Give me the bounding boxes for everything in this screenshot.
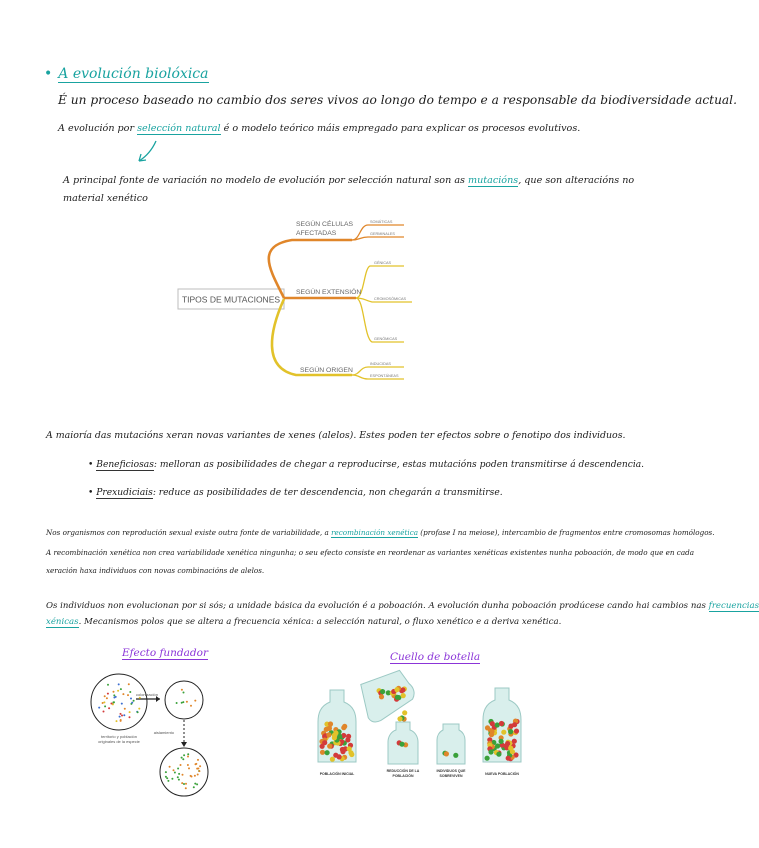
- bottle-ball: [333, 753, 338, 758]
- bottle-ball: [504, 743, 509, 748]
- bottle-ball: [379, 694, 384, 699]
- label-territory-2: originales de la especie: [98, 739, 140, 744]
- branch-origin-label: SEGÚN ORIGEN: [300, 367, 353, 374]
- highlight-xenicas: xénicas: [46, 617, 79, 627]
- bottle-ball: [346, 734, 351, 739]
- bottle-ball: [453, 753, 458, 758]
- leaf-inducidas: INDUCIDAS: [370, 362, 391, 366]
- label-survivors-1: INDIVIDUOS QUE: [436, 769, 466, 773]
- leaf-genicas: GÉNICAS: [374, 261, 392, 265]
- label-territory-1: territorio y población: [100, 734, 138, 739]
- bottle-ball: [514, 729, 519, 734]
- paragraph-population-line1: Os individuos non evolucionan por si sós; a unidade básica da evolución é a poboación. A evolución dunha poboación prodúcese cando hai cambios nas frecuencias: [46, 601, 759, 611]
- bottle-ball: [490, 721, 495, 726]
- bottle-ball: [324, 727, 329, 732]
- branch-cells-label-1: SEGÚN CÉLULAS: [296, 221, 354, 228]
- bottle-ball: [488, 749, 493, 754]
- bottle-ball: [397, 716, 402, 721]
- bottle-ball: [444, 751, 449, 756]
- leaf-cromosomicas: CROMOSÓMICAS: [374, 297, 407, 301]
- leaf-somaticas: SOMÁTICAS: [370, 220, 393, 224]
- paragraph-mutations: A principal fonte de variación no modelo de evolución por selección natural son as mutacións, que son alteracións no: [63, 175, 635, 186]
- highlight-mutacions: mutacións: [468, 175, 519, 186]
- bottle-ball: [322, 740, 327, 745]
- paragraph-natural-selection: A evolución por selección natural é o modelo teórico máis empregado para explicar os procesos evolutivos.: [58, 123, 581, 134]
- label-reduction-1: REDUCCIÓN DE LA: [386, 769, 420, 773]
- leaf-genomicas: GENÓMICAS: [374, 337, 398, 341]
- bottle-ball: [347, 746, 352, 751]
- bullet-icon: •: [44, 66, 53, 82]
- paragraph-recombination-line2: A recombinación xenética non crea variabilidade xenética ningunha; o seu efecto consiste en reordenar as variantes xenéticas existentes nunha poboación, de modo que en cada: [46, 548, 695, 557]
- bottle-ball: [506, 756, 511, 761]
- bottle-ball: [496, 752, 501, 757]
- highlight-frecuencias: frecuencias: [708, 601, 759, 611]
- bottle-ball: [330, 757, 335, 762]
- bottle-ball: [395, 695, 400, 700]
- bottle-ball: [402, 710, 407, 715]
- bottle-ball: [325, 750, 330, 755]
- label-survivors-2: SOBREVIVEN: [439, 774, 463, 778]
- label-isolation: aislamiento: [153, 730, 174, 735]
- bullet-harmful: • Prexudiciais: reduce as posibilidades de ter descendencia, non chegarán a transmitirse.: [88, 488, 503, 498]
- bottle-ball: [499, 739, 504, 744]
- bottle-ball: [394, 687, 399, 692]
- section-title: • A evolución biolóxica: [44, 66, 209, 82]
- bottle-ball: [489, 729, 494, 734]
- paragraph-alleles: A maioría das mutacións xeran novas variantes de xenes (alelos). Estes poden ter efectos sobre o fenotipo dos individuos.: [46, 430, 626, 441]
- bottle-ball: [399, 742, 404, 747]
- paragraph-recombination-line3: xeración haxa individuos con novas combinacións de alelos.: [46, 566, 265, 575]
- highlight-selection-natural: selección natural: [137, 123, 221, 134]
- bottle-ball: [508, 724, 513, 729]
- bottle-ball: [510, 749, 515, 754]
- label-new-population: NUEVA POBLACIÓN: [485, 772, 519, 776]
- paragraph-population-line2: xénicas. Mecanismos polos que se altera a frecuencia xénica: a selección natural, o fluxo xenético e a deriva xenética.: [46, 617, 562, 627]
- bottle-ball: [327, 744, 332, 749]
- branch-cells-label-2: AFECTADAS: [296, 230, 337, 237]
- paragraph-recombination-line1: Nos organismos con reprodución sexual existe outra fonte de variabilidade, a recombinación xenética (profase I na meiose), intercambio de fragmentos entre cromosomas homólogos.: [46, 528, 715, 537]
- branch-extension-label: SEGÚN EXTENSIÓN: [296, 289, 362, 296]
- bottle-ball: [320, 750, 325, 755]
- bottle-ball: [499, 721, 504, 726]
- leaf-germinales: GERMINALES: [370, 232, 395, 236]
- bottle-ball: [340, 749, 345, 754]
- bottle-ball: [328, 721, 333, 726]
- leaf-espontaneas: ESPONTÁNEAS: [370, 374, 399, 378]
- bottle-ball: [512, 739, 517, 744]
- bullet-beneficial: • Beneficiosas: melloran as posibilidades de chegar a reproducirse, estas mutacións poden transmitirse á descendencia.: [88, 460, 645, 470]
- bottle-ball: [380, 689, 385, 694]
- mindmap-center-label: TIPOS DE MUTACIONES: [181, 294, 281, 305]
- label-reduction-2: POBLACIÓN: [392, 774, 414, 778]
- bottle-ball: [332, 735, 337, 740]
- bottle-ball: [342, 724, 347, 729]
- bottle-ball: [495, 743, 500, 748]
- bottle-ball: [401, 693, 406, 698]
- paragraph-definition: É un proceso baseado no cambio dos seres vivos ao longo do tempo e a responsable da biodiversidade actual.: [58, 93, 737, 107]
- bottle-tilted: [360, 669, 417, 723]
- founder-effect-title: Efecto fundador: [122, 647, 208, 659]
- bottle-ball: [337, 734, 342, 739]
- label-colonization: colonización: [135, 692, 159, 697]
- label-initial-population: POBLACIÓN INICIAL: [319, 772, 355, 776]
- bottle-ball: [508, 729, 513, 734]
- bottle-ball: [485, 756, 490, 761]
- paragraph-mutations-line2: material xenético: [63, 193, 148, 204]
- bottleneck-title: Cuello de botella: [390, 651, 481, 663]
- bottle-survivors: [437, 724, 465, 764]
- bottle-ball: [326, 732, 331, 737]
- bottle-ball: [501, 730, 506, 735]
- highlight-recombinacion: recombinación xenética: [331, 528, 419, 537]
